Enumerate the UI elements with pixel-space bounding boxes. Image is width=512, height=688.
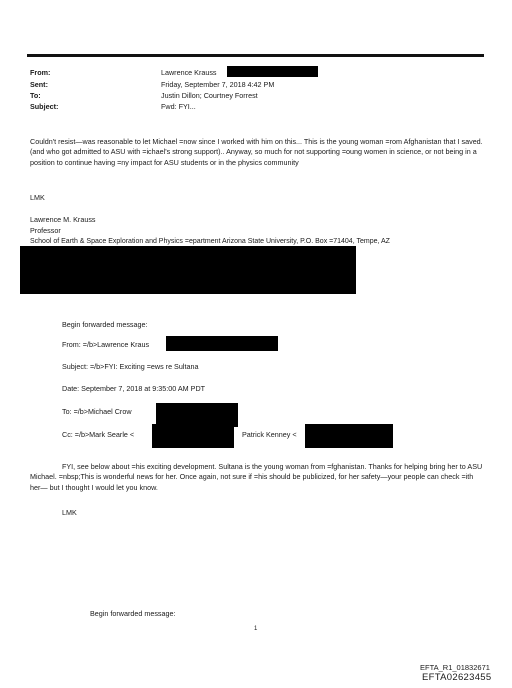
forwarded-lmk: LMK xyxy=(62,508,77,517)
body-paragraph: Couldn't resist—was reasonable to let Michael =now since I worked with him on this... This is the young woman =rom Afghanistan that I saved. (and who got admitted to ASU with =ichael's strong support).. Anyway, so much for not supporting =oung women in science, or not being in a position to continue having =ny impact for ASU students or in the physics community xyxy=(30,137,483,167)
forwarded-date: Date: September 7, 2018 at 9:35:00 AM PDT xyxy=(62,384,206,393)
forwarded-paragraph: FYI, see below about =his exciting development. Sultana is the young woman from =fghanistan. Thanks for helping bring her to ASU Michael. =nbsp;This is wonderful news for her. Once again, not sure if =his should be publicized, for her safety—your people can check =ith her— but I thought I would let you know. xyxy=(30,462,483,492)
forwarded-from: From: =/b>Lawrence Kraus xyxy=(62,340,150,349)
subject-label: Subject: xyxy=(30,102,59,111)
redaction-box xyxy=(166,336,278,351)
forwarded-subject: Subject: =/b>FYI: Exciting =ews re Sultana xyxy=(62,362,199,371)
forwarded-to: To: =/b>Michael Crow xyxy=(62,407,132,416)
redaction-box xyxy=(227,66,318,77)
sent-label: Sent: xyxy=(30,80,48,89)
redaction-box xyxy=(152,424,234,448)
redaction-box xyxy=(20,246,356,294)
sent-value: Friday, September 7, 2018 4:42 PM xyxy=(161,80,275,89)
bates-number-secondary: EFTA02623455 xyxy=(422,672,492,683)
forwarded-begin-second: Begin forwarded message: xyxy=(90,609,176,618)
subject-value: Fwd: FYI... xyxy=(161,102,196,111)
to-value: Justin Dillon; Courtney Forrest xyxy=(161,91,258,100)
to-label: To: xyxy=(30,91,41,100)
lmk-signoff: LMK xyxy=(30,193,45,202)
bates-number-primary: EFTA_R1_01832671 xyxy=(420,663,490,672)
forwarded-begin: Begin forwarded message: xyxy=(62,320,148,329)
forwarded-cc-second: Patrick Kenney < xyxy=(242,430,297,439)
signature-department: School of Earth & Space Exploration and Physics =epartment Arizona State University, P.O. Box =71404, Tempe, AZ xyxy=(30,238,390,245)
from-label: From: xyxy=(30,68,51,77)
page-number: 1 xyxy=(254,626,258,632)
redaction-box xyxy=(305,424,393,448)
signature-name: Lawrence M. Krauss xyxy=(30,215,96,224)
signature-title: Professor xyxy=(30,226,61,235)
from-value: Lawrence Krauss xyxy=(161,68,217,77)
header-rule xyxy=(27,54,484,57)
forwarded-cc: Cc: =/b>Mark Searle < xyxy=(62,430,135,439)
